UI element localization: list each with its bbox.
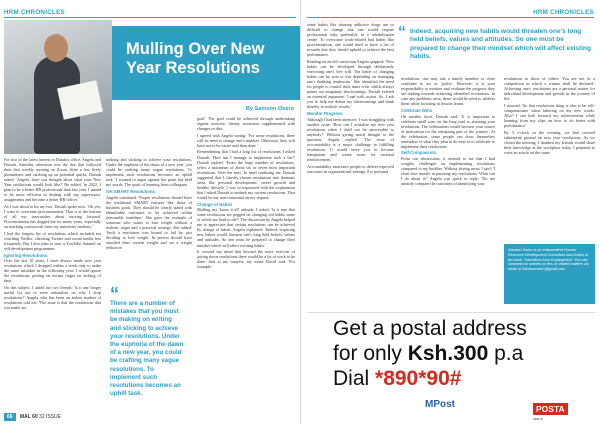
article-photo — [4, 20, 112, 154]
column-2 — [401, 76, 495, 310]
posta-logo — [533, 399, 589, 421]
ad-price-suffix: p.a — [488, 342, 524, 365]
right-page — [300, 0, 600, 424]
column-3 — [504, 76, 595, 240]
ad-price: Ksh.300 — [407, 342, 489, 365]
paragraph: I retorted: 'So that resolutions thing is also to be self-compassionate when faltering on my new words. Also? I can look forward my achievements while learning from my slips on how to do better with performance.' — [504, 102, 595, 129]
ad-ussd-code: *890*90# — [375, 367, 462, 390]
column-2 — [106, 157, 192, 279]
article-title: Mulling Over New Year Resolutions — [126, 40, 265, 77]
subheading: Celebrate Wins — [401, 107, 433, 113]
subheading: Set SMART Resolutions — [106, 188, 155, 194]
issue-label: 32 ISSUE — [39, 414, 62, 420]
photo-head — [44, 34, 68, 62]
paragraph: From our discussions, it seemed to me that I had weighty challenges on implementing resolutions compared to my buddies. Without shying away, I said: 'I often lose morale in pursuing my resolutions. What can I do about it?' Angela was quick to reply: 'Do not unfairly compare the outcomes of identifying your — [401, 156, 495, 187]
paragraph: Reading on an old conviction Angela quipped: 'New habits can be developed through deliberately exercising one's free will. The battle of changing habits can be won or lost depending on managing one's thinking tendencies.' She identified the need for people to control their inner critic which always points out imaginary shortcomings. Dassab exerted an essential argument: 'Lead with action. So, I ask you to help me define my shortcomings and think thereby in realistic results.' — [307, 58, 394, 110]
paragraph: On this subject, I asked my two friends: 'Is it any longer useful for me to even rationalize on why I drop resolutions?' Angela who has been an ardent student of resolutions told me: 'The issue is that the resolutions that you make are — [4, 285, 101, 311]
ad-headline: Get a postal address — [333, 317, 527, 340]
pull-quote — [398, 24, 594, 72]
subheading: Ignoring Resolutions — [4, 252, 47, 258]
paragraph: For two of the latest interns in Dandu's office, Angela and Dassab, Saturday afternoon was the day that followed their first weekly meeting on Zoom. After a few lively pleasantries and catching up on potential quirks, Dassab asked: 'Angela, have you thought about what your New Year resolutions would look like?' He added, 'in 2022, I plan to be a better HR professional than last year. I intend to be more efficient in dealing with my supervisors' assignments and become a better HR officer.' — [4, 157, 101, 203]
ad-price-prefix: for only — [333, 342, 408, 365]
paragraph: Accountability motivates people to deliver expected outcomes in organisational settings. For personal — [307, 163, 394, 174]
author-bio: Samson Osero is an Independent Human Resource Development Consultant and Author of the book 'Transitions from Employment'. You can comment on articles on this or related matters via email at Samsonosero@gmail.com — [504, 244, 595, 304]
article-title-box — [112, 26, 300, 100]
subheading: Monitor Progress — [307, 110, 343, 116]
paragraph: resolutions, one may ask a family member or close confidant to act as 'police'. However, it is your responsibility to monitor and evaluate the progress they are making towards achieving identified resolutions. In case any problems arise, there would be need to address them while factoring in lessons learnt. — [401, 76, 495, 107]
mpost-logo-text: MPost — [425, 399, 455, 410]
byline: By Samson Osero — [245, 106, 294, 112]
paragraph: some habits like abusing addictive drugs are so difficult to change that one would require professional help preferably at a rehabilitation centre. To overcome work-related bad habits like procrastination, one would need to have a list of rewards that they should uphold to achieve the best performance. — [307, 22, 394, 58]
pull-quote-text: There are a number of mistakes that you must be making on writing and sticking to achieve your resolutions. Under the euphoria of the dawn of a new year, you could be crafting many vague resolutions. To implement such resolutions becomes an uphill task. — [110, 300, 184, 398]
section-header: HRM CHRONICLES — [533, 9, 594, 16]
subheading: Change of Habits — [197, 201, 233, 207]
ad-dial-line — [333, 366, 461, 392]
posta-tagline: KENYA — [533, 417, 543, 421]
paragraph: Remembering that I had a long list of resolutions, I asked Dassab: 'How am I manage to implement such a list?' Dassab replied: 'From the large number of resolutions, select a maximum of about six or seven most important resolutions. Over the next.' In need confusing me, Dassab suggested that I classify chosen resolutions into thematic areas like personal development, career growth and healthy lifestyle. I was so impressed with the explanation that I asked Dassab to embark my current resolutions. That would be my non-committal on my request. — [197, 149, 295, 200]
section-header: HRM CHRONICLES — [4, 9, 65, 16]
paragraph: Over the last 10 years, I have always made new year resolutions which I dropped within a week only to make the same mistakes in the following year. I would ignore the resolutions, putting an excuse finger on lacking of time. — [4, 258, 101, 284]
paragraph: Mulling my 'know it all' attitude, I asked: 'Is it true that some resolutions are pegged on changing old habits some of which are hard to die?' The discussion by Angela helped me to appreciate that certain resolutions can be achieved by change of habits. Angela explained: 'Indeed, acquiring new habits would threaten one's long held beliefs, values and attitudes. So one must be prepared to change their mindset which will affect existing habits.' — [197, 207, 295, 248]
posta-logo-text: POSTA — [533, 403, 568, 415]
paragraph: I had the longest list of resolutions which included not watching Netflix, checking Twitter and social media less frequently. But I also plan to start a YouTube channel on self-development programmes. — [4, 230, 101, 251]
column-1 — [4, 157, 101, 409]
paragraph: Although I had been attentive, I was struggling with another issue: 'How can I actualize my new year resolutions when I shall not be answerable to anybody?' Without giving much thought to the question, Angela replied: 'The issue of accountability is a major challenge in fulfilling resolutions. It would serve you to become transparent and create room for external reinforcement.' — [307, 116, 394, 162]
pull-quote-text: Indeed, acquiring new habits would threaten one's long held beliefs, values and attitudes. So one must be prepared to change their mindset which will affect existing habits. — [410, 28, 591, 61]
subheading: Self-Compassion — [401, 150, 437, 156]
ad-price-line — [333, 341, 523, 367]
page-number: 66 — [4, 413, 16, 421]
paragraph: resolutions to those of others. You are not in a competition in which a winner shall be declared.' Achieving one's resolutions are a personal matter for individual development and growth in the journey of life. — [504, 76, 595, 102]
quote-mark-icon: “ — [398, 24, 406, 41]
paragraph: As I was about to hit my two, Dassab spoke next. 'Oh yes, I want to overcome procrastination. That is at the bottom of all my insecurities about moving forward. Procrastination has dogged me for many years, especially on marking coursework from my university students.' — [4, 204, 101, 230]
header-rule — [4, 17, 296, 18]
paragraph: By 5 o'clock in the evening, we had covered substantial ground on new year resolutions. As we closed the meeting, I thanked my friends would share their knowledge at the workplace today. I prepared to write an article on the same. — [504, 129, 595, 155]
pull-quote — [106, 282, 190, 408]
mpost-logo — [425, 399, 481, 415]
paragraph: On another facet, Dassab said: 'It is important to celebrate small wins on the long road to attaining your resolutions. The celebrations would become your source of motivation for the remaining part of the journey.' At the celebration, some people can draw themselves reminders of what they plan to do next or to celebrate to implement their resolutions. — [401, 113, 495, 149]
column-1 — [307, 22, 394, 310]
column-3 — [197, 116, 295, 410]
quote-mark-icon: “ — [110, 284, 119, 304]
page-footer — [4, 414, 61, 420]
paragraph: nothing and sticking to achieve your resolutions. Under the euphoria of the dawn of a new year, you could be crafting many vague resolutions. To implement such resolutions becomes an uphill task.' I wanted to argue against her point but held my words. The spirit of learning from colleagues. — [106, 157, 192, 188]
photo-paper — [57, 80, 103, 120]
advertisement — [307, 312, 595, 420]
paragraph: I agreed with Angela saying: 'For some resolutions, there will be need to change one's mindset. Otherwise, they will have not to be easier said than done.' — [197, 132, 295, 148]
header-rule — [307, 17, 594, 18]
paragraph: Angela continued: 'Proper resolutions should have the traditional SMART features like those of business goals. They should be clearly stated with identifiable outcomes to be achieved within reasonable timelines.' She gave the example of someone who wants to lose weight without a realistic target and a practical strategy. She added: 'Such a resolution was bound to fail by just deciding to lose weight. In person should have attached their current weight and set a weight reduction — [106, 194, 192, 250]
paragraph: It crossed my mind that beyond the mere exercise of jotting down resolutions there would be a lot of work to be done. And to my surprise, my mind. David said: 'For example, — [197, 249, 295, 270]
paragraph: goal.' The goal could be achieved through undertaking regular exercise, dietary restriction supplemented with changes in diet. — [197, 116, 295, 132]
magazine-name: MAL 60 — [19, 414, 38, 420]
ad-dial-prefix: Dial — [333, 367, 376, 390]
